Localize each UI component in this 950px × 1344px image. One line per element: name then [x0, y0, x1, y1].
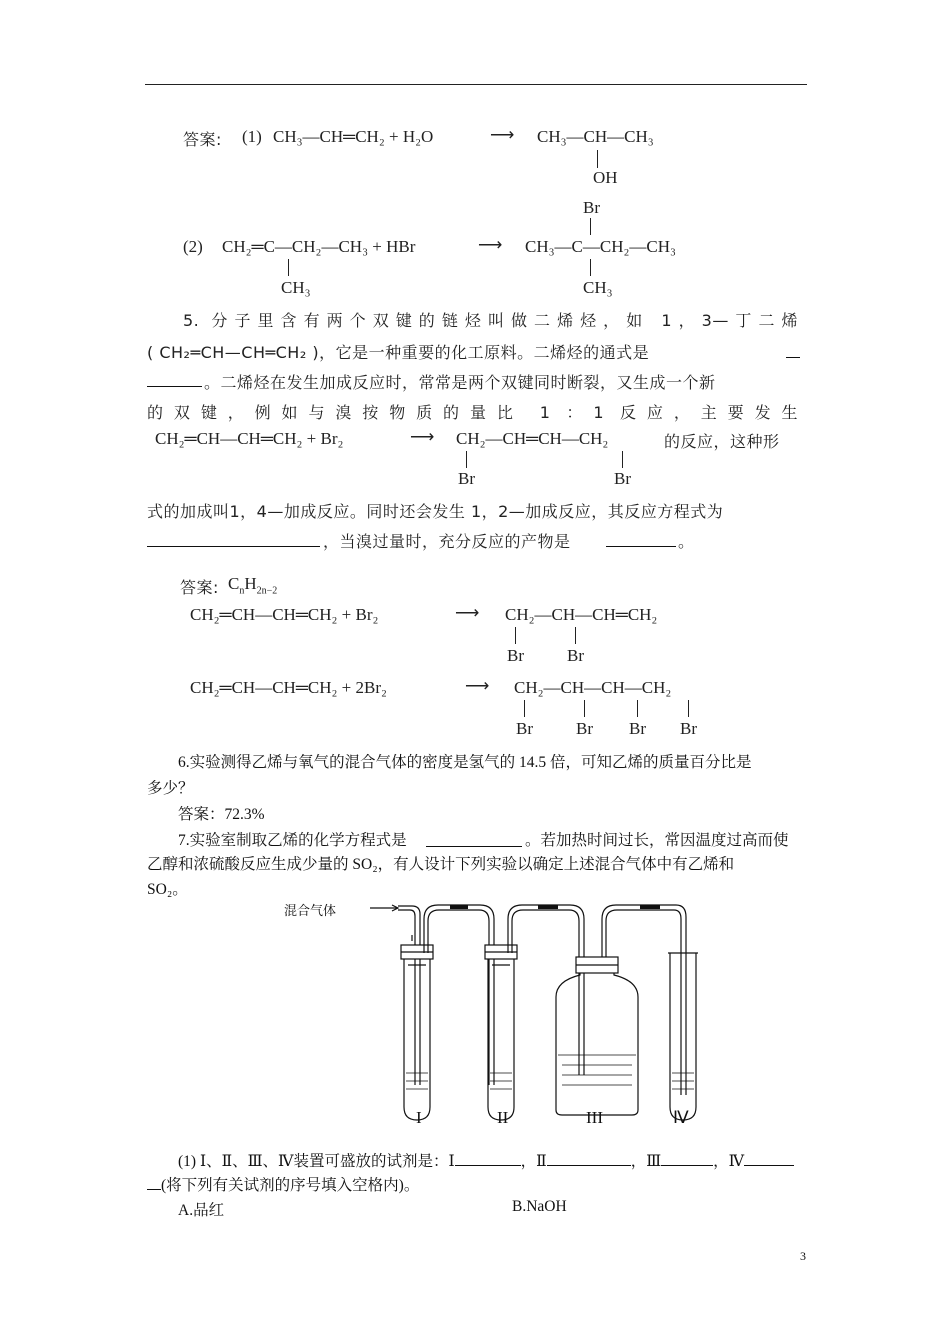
q5-line-7-end: 。: [678, 532, 695, 551]
q5-answer-eq2-substituent: Br: [629, 719, 646, 738]
q7-sub1-line-2: (将下列有关试剂的序号填入空格内)。: [147, 1173, 419, 1195]
bond-line: [584, 700, 585, 717]
q7-line-2: 乙醇和浓硫酸反应生成少量的 SO₂，有人设计下列实验以确定上述混合气体中有乙烯和: [147, 856, 735, 873]
bond-line: [622, 451, 623, 468]
q7-line-1-tail: 。若加热时间过长，常因温度过高而使: [525, 832, 789, 849]
reaction-arrow: ⟶: [410, 427, 435, 446]
diagram-inlet-label: 混合气体: [284, 904, 337, 919]
q5-answer-eq2-reactants: CH₂═CH—CH═CH₂ + 2Br₂: [190, 678, 387, 697]
q5-answer-eq2-substituent: Br: [516, 719, 533, 738]
reaction-arrow: ⟶: [455, 603, 480, 622]
answer-blank[interactable]: [147, 372, 202, 387]
answer-blank[interactable]: [786, 343, 800, 358]
answer-blank[interactable]: [547, 1151, 631, 1166]
reaction-arrow: ⟶: [478, 235, 503, 254]
q4-part1-substituent: OH: [593, 168, 618, 187]
q4-part2-reactant-substituent: CH₃: [281, 278, 311, 297]
q5-equation-substituent: Br: [614, 469, 631, 488]
apparatus-label-iii: III: [586, 1108, 603, 1127]
q5-line-4: 的双键，例如与溴按物质的量比 1 ：1 反应，主要发生: [147, 403, 798, 422]
q4-part2-product: CH₃—C—CH₂—CH₃: [525, 237, 676, 256]
reaction-arrow: ⟶: [465, 676, 490, 695]
q5-equation-product: CH₂—CH═CH—CH₂: [456, 429, 609, 448]
bond-line: [466, 451, 467, 468]
bond-line: [590, 218, 591, 235]
answer-blank[interactable]: [455, 1151, 521, 1166]
option-a: A.品红: [178, 1202, 225, 1219]
gas-washing-apparatus-diagram: [340, 895, 710, 1135]
q4-part2-reactants: CH₂═C—CH₂—CH₃ + HBr: [222, 237, 416, 256]
q4-part2-number: (2): [183, 237, 203, 256]
bond-line: [575, 627, 576, 644]
q4-part2-substituent-top: Br: [583, 198, 600, 217]
header-rule: [145, 84, 807, 85]
q5-equation-reactants: CH₂═CH—CH═CH₂ + Br₂: [155, 429, 344, 448]
q5-answer-eq1-product: CH₂—CH—CH═CH₂: [505, 605, 658, 624]
q5-answer-eq2-product: CH₂—CH—CH—CH₂: [514, 678, 672, 697]
apparatus-label-i: I: [416, 1108, 422, 1127]
q5-answer-formula: $C_nH_{2n-2}$: [228, 574, 278, 597]
q7-line-3: SO₂。: [147, 881, 188, 898]
q5-line-6: 式的加成叫1，4—加成反应。同时还会发生 1，2—加成反应，其反应方程式为: [147, 502, 724, 521]
answer-blank[interactable]: [744, 1151, 794, 1166]
q5-answer-eq2-substituent: Br: [576, 719, 593, 738]
bond-line: [688, 700, 689, 717]
q6-line-1: 6.实验测得乙烯与氧气的混合气体的密度是氢气的 14.5 倍，可知乙烯的质量百分比是: [178, 754, 752, 771]
q5-equation-tail: 的反应，这种形: [664, 432, 780, 451]
q5-line-3: 。二烯烃在发生加成反应时，常常是两个双键同时断裂，又生成一个新: [204, 373, 716, 392]
bond-line: [515, 627, 516, 644]
q4-part1-reactants: CH₃—CH═CH₂ + H₂O: [273, 127, 434, 146]
bond-line: [597, 150, 598, 168]
option-b: B.NaOH: [512, 1198, 567, 1215]
bond-line: [524, 700, 525, 717]
bond-line: [288, 259, 289, 276]
q5-answer-eq1-substituent: Br: [507, 646, 524, 665]
answer-blank[interactable]: [606, 532, 676, 547]
apparatus-label-ii: II: [497, 1108, 509, 1127]
answer-blank[interactable]: [147, 1175, 161, 1190]
page-number: 3: [800, 1249, 806, 1263]
reaction-arrow: ⟶: [490, 125, 515, 144]
q6-answer: 答案：72.3%: [178, 806, 265, 823]
bond-line: [590, 259, 591, 276]
q5-answer-eq1-substituent: Br: [567, 646, 584, 665]
answer-blank[interactable]: [661, 1151, 713, 1166]
q5-answer-eq2-substituent: Br: [680, 719, 697, 738]
answer-label-2: 答案:: [180, 578, 219, 597]
q5-answer-eq1-reactants: CH₂═CH—CH═CH₂ + Br₂: [190, 605, 379, 624]
q4-part1-number: (1): [242, 127, 262, 146]
q7-line-1: 7.实验室制取乙烯的化学方程式是: [178, 832, 407, 849]
q4-part2-substituent-bottom: CH₃: [583, 278, 613, 297]
answer-blank[interactable]: [147, 532, 320, 547]
answer-label-1: 答案:: [183, 130, 222, 149]
q7-sub1-line-1: (1) Ⅰ、Ⅱ、Ⅲ、Ⅳ装置可盛放的试剂是：Ⅰ ，Ⅱ ，Ⅲ ，Ⅳ: [178, 1149, 794, 1171]
bond-line: [637, 700, 638, 717]
answer-blank[interactable]: [426, 832, 522, 847]
apparatus-label-iv: Ⅳ: [673, 1108, 689, 1127]
q5-line-7: ，当溴过量时，充分反应的产物是: [323, 532, 571, 551]
q4-part1-product: CH₃—CH—CH₃: [537, 127, 654, 146]
q5-line-1: 5. 分子里含有两个双键的链烃叫做二烯烃，如 1，3—丁二烯: [183, 311, 798, 330]
q6-line-2: 多少？: [147, 780, 194, 797]
q5-line-2: ( CH₂═CH—CH═CH₂ )，它是一种重要的化工原料。二烯烃的通式是: [147, 343, 650, 362]
q5-equation-substituent: Br: [458, 469, 475, 488]
